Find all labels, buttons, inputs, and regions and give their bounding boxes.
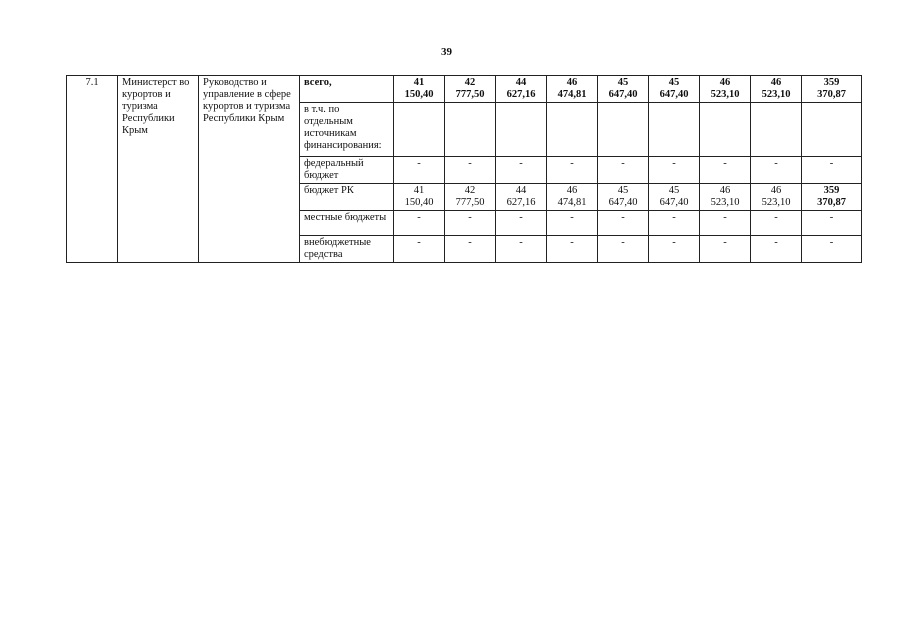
table-row (67, 76, 862, 103)
value-cell: - (445, 211, 496, 236)
value-cell (445, 184, 496, 211)
value-cell (751, 103, 802, 157)
value-cell (547, 103, 598, 157)
page-number: 39 (441, 46, 452, 58)
value-thousands: 46 (566, 185, 578, 196)
value-cell: - (751, 211, 802, 236)
value-cell: - (496, 211, 547, 236)
value-remainder: 523,10 (710, 89, 740, 100)
value-cell: - (394, 157, 445, 184)
value-cell: - (394, 211, 445, 236)
program-cell: Руководство и управление в сфере курортов и туризма Республики Крым (199, 76, 300, 263)
executor-cell: Министерст во курортов и туризма Республики Крым (118, 76, 199, 263)
value-remainder: 370,87 (817, 89, 846, 100)
funding-source-label: внебюджетные средства (300, 236, 394, 263)
value-cell: - (751, 157, 802, 184)
value-cell (598, 76, 649, 103)
value-cell: - (700, 236, 751, 263)
value-cell: - (649, 236, 700, 263)
value-cell: - (802, 211, 862, 236)
value-cell (445, 103, 496, 157)
funding-source-label: в т.ч. по отдельным источникам финансирования: (300, 103, 394, 157)
value-cell: - (445, 157, 496, 184)
value-remainder: 647,40 (659, 89, 689, 100)
value-remainder: 627,16 (506, 89, 536, 100)
value-cell: - (700, 211, 751, 236)
value-cell (547, 184, 598, 211)
value-cell: - (751, 236, 802, 263)
value-cell: - (547, 211, 598, 236)
value-thousands: 46 (719, 185, 731, 196)
value-thousands: 45 (668, 185, 680, 196)
value-thousands: 45 (617, 77, 629, 88)
row-number: 7.1 (67, 76, 118, 263)
value-cell: - (445, 236, 496, 263)
value-cell (700, 184, 751, 211)
value-cell: - (496, 236, 547, 263)
funding-source-label: всего, (300, 76, 394, 103)
value-thousands: 42 (464, 77, 476, 88)
value-cell (598, 184, 649, 211)
value-cell: - (649, 211, 700, 236)
value-thousands: 359 (823, 185, 840, 196)
value-cell (802, 184, 862, 211)
value-cell (802, 76, 862, 103)
value-remainder: 777,50 (455, 197, 485, 208)
value-remainder: 627,16 (506, 197, 536, 208)
value-remainder: 523,10 (710, 197, 740, 208)
funding-source-label: федеральный бюджет (300, 157, 394, 184)
value-remainder: 370,87 (817, 197, 846, 208)
value-remainder: 523,10 (761, 197, 791, 208)
funding-source-label: местные бюджеты (300, 211, 394, 236)
value-cell (751, 184, 802, 211)
value-cell: - (598, 236, 649, 263)
value-remainder: 150,40 (404, 197, 434, 208)
value-remainder: 647,40 (608, 89, 638, 100)
value-cell (751, 76, 802, 103)
value-remainder: 777,50 (455, 89, 485, 100)
value-cell (394, 76, 445, 103)
value-cell: - (802, 157, 862, 184)
value-remainder: 474,81 (557, 197, 587, 208)
value-remainder: 647,40 (608, 197, 638, 208)
budget-table (66, 75, 862, 263)
value-cell (496, 103, 547, 157)
value-thousands: 46 (719, 77, 731, 88)
value-thousands: 359 (823, 77, 840, 88)
value-thousands: 42 (464, 185, 476, 196)
value-thousands: 46 (566, 77, 578, 88)
value-cell (598, 103, 649, 157)
value-thousands: 41 (413, 185, 425, 196)
value-cell (802, 103, 862, 157)
value-thousands: 46 (770, 185, 782, 196)
value-remainder: 150,40 (404, 89, 434, 100)
value-cell: - (394, 236, 445, 263)
value-cell (649, 76, 700, 103)
value-cell: - (649, 157, 700, 184)
value-cell: - (496, 157, 547, 184)
value-cell (700, 103, 751, 157)
value-thousands: 45 (668, 77, 680, 88)
value-thousands: 41 (413, 77, 425, 88)
value-cell: - (547, 236, 598, 263)
value-cell (649, 184, 700, 211)
value-remainder: 523,10 (761, 89, 791, 100)
value-cell: - (547, 157, 598, 184)
value-remainder: 474,81 (557, 89, 587, 100)
value-cell (394, 184, 445, 211)
value-cell (649, 103, 700, 157)
value-cell (394, 103, 445, 157)
value-cell: - (802, 236, 862, 263)
funding-source-label: бюджет РК (300, 184, 394, 211)
value-cell (547, 76, 598, 103)
value-thousands: 44 (515, 77, 527, 88)
value-cell: - (700, 157, 751, 184)
table-body (67, 76, 862, 263)
value-cell (700, 76, 751, 103)
value-cell: - (598, 211, 649, 236)
value-cell (496, 184, 547, 211)
value-cell: - (598, 157, 649, 184)
value-cell (496, 76, 547, 103)
value-thousands: 46 (770, 77, 782, 88)
value-thousands: 45 (617, 185, 629, 196)
value-remainder: 647,40 (659, 197, 689, 208)
value-cell (445, 76, 496, 103)
value-thousands: 44 (515, 185, 527, 196)
